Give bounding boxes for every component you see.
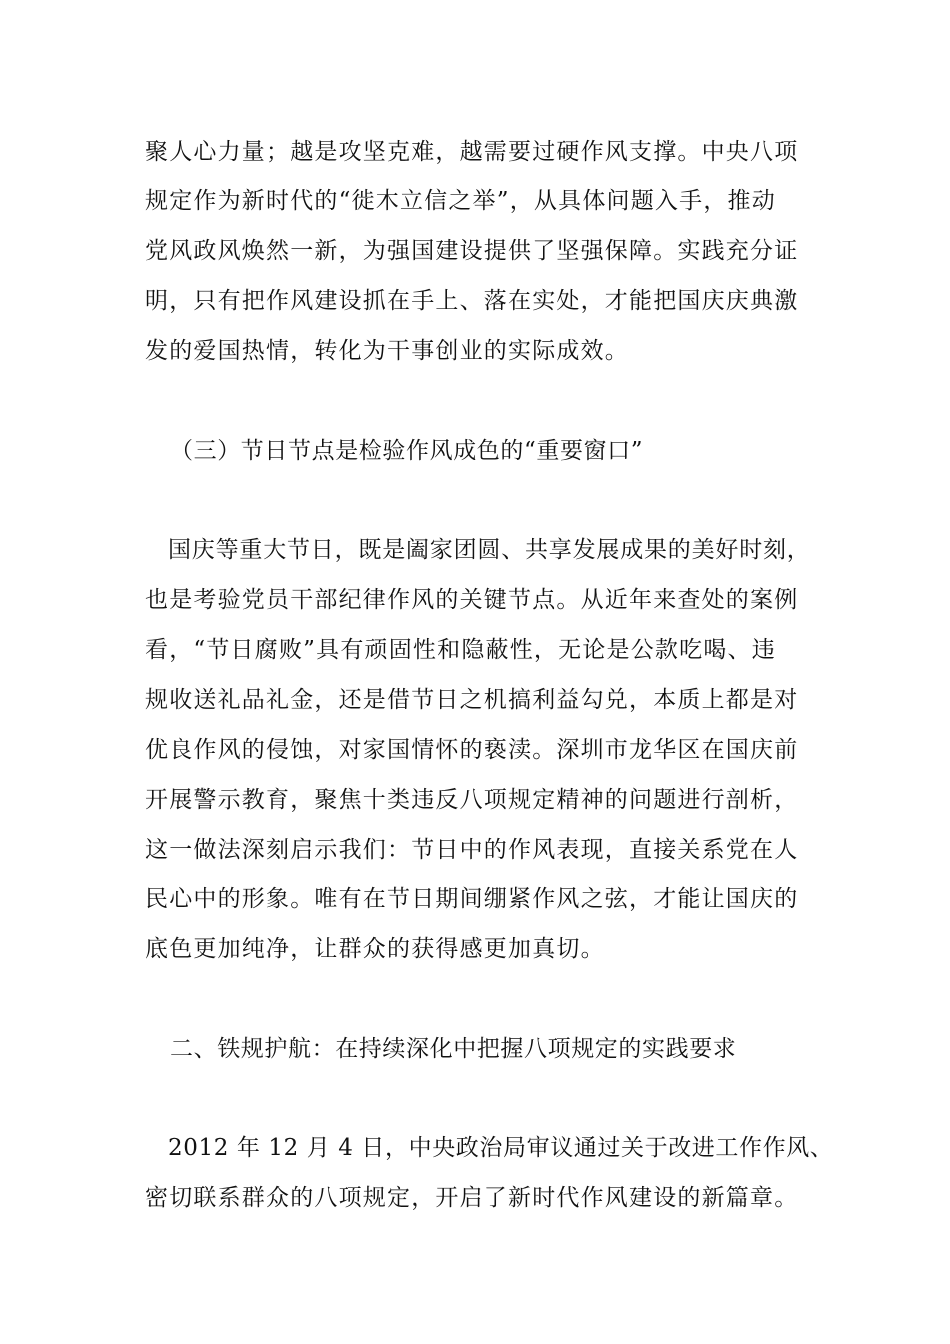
section-heading-3: （三）节日节点是检验作风成色的“重要窗口”: [170, 438, 644, 464]
paragraph-line: 优良作风的侵蚀，对家国情怀的亵渎。深圳市龙华区在国庆前: [145, 737, 799, 763]
paragraph-line: 国庆等重大节日，既是阖家团圆、共享发展成果的美好时刻，: [168, 537, 811, 563]
paragraph-line: 2012 年 12 月 4 日，中央政治局审议通过关于改进工作作风、: [168, 1135, 834, 1161]
paragraph-line: 看，“节日腐败”具有顽固性和隐蔽性，无论是公款吃喝、违: [145, 637, 776, 663]
section-heading-2: 二、铁规护航：在持续深化中把握八项规定的实践要求: [170, 1036, 737, 1062]
paragraph-line: 民心中的形象。唯有在节日期间绷紧作风之弦，才能让国庆的: [145, 886, 799, 912]
paragraph-line: 发的爱国热情，转化为干事创业的实际成效。: [145, 338, 629, 364]
paragraph-line: 规收送礼品礼金，还是借节日之机搞利益勾兑，本质上都是对: [145, 687, 799, 713]
paragraph-line: 也是考验党员干部纪律作风的关键节点。从近年来查处的案例: [145, 587, 799, 613]
paragraph-line: 规定作为新时代的“徙木立信之举”，从具体问题入手，推动: [145, 188, 776, 214]
paragraph-line: 这一做法深刻启示我们：节日中的作风表现，直接关系党在人: [145, 837, 799, 863]
paragraph-line: 底色更加纯净，让群众的获得感更加真切。: [145, 936, 605, 962]
paragraph-line: 密切联系群众的八项规定，开启了新时代作风建设的新篇章。: [145, 1185, 799, 1211]
paragraph-line: 开展警示教育，聚焦十类违反八项规定精神的问题进行剖析，: [145, 787, 799, 813]
paragraph-line: 聚人心力量；越是攻坚克难，越需要过硬作风支撑。中央八项: [145, 139, 799, 165]
paragraph-line: 党风政风焕然一新，为强国建设提供了坚强保障。实践充分证: [145, 238, 799, 264]
paragraph-line: 明，只有把作风建设抓在手上、落在实处，才能把国庆庆典激: [145, 288, 799, 314]
